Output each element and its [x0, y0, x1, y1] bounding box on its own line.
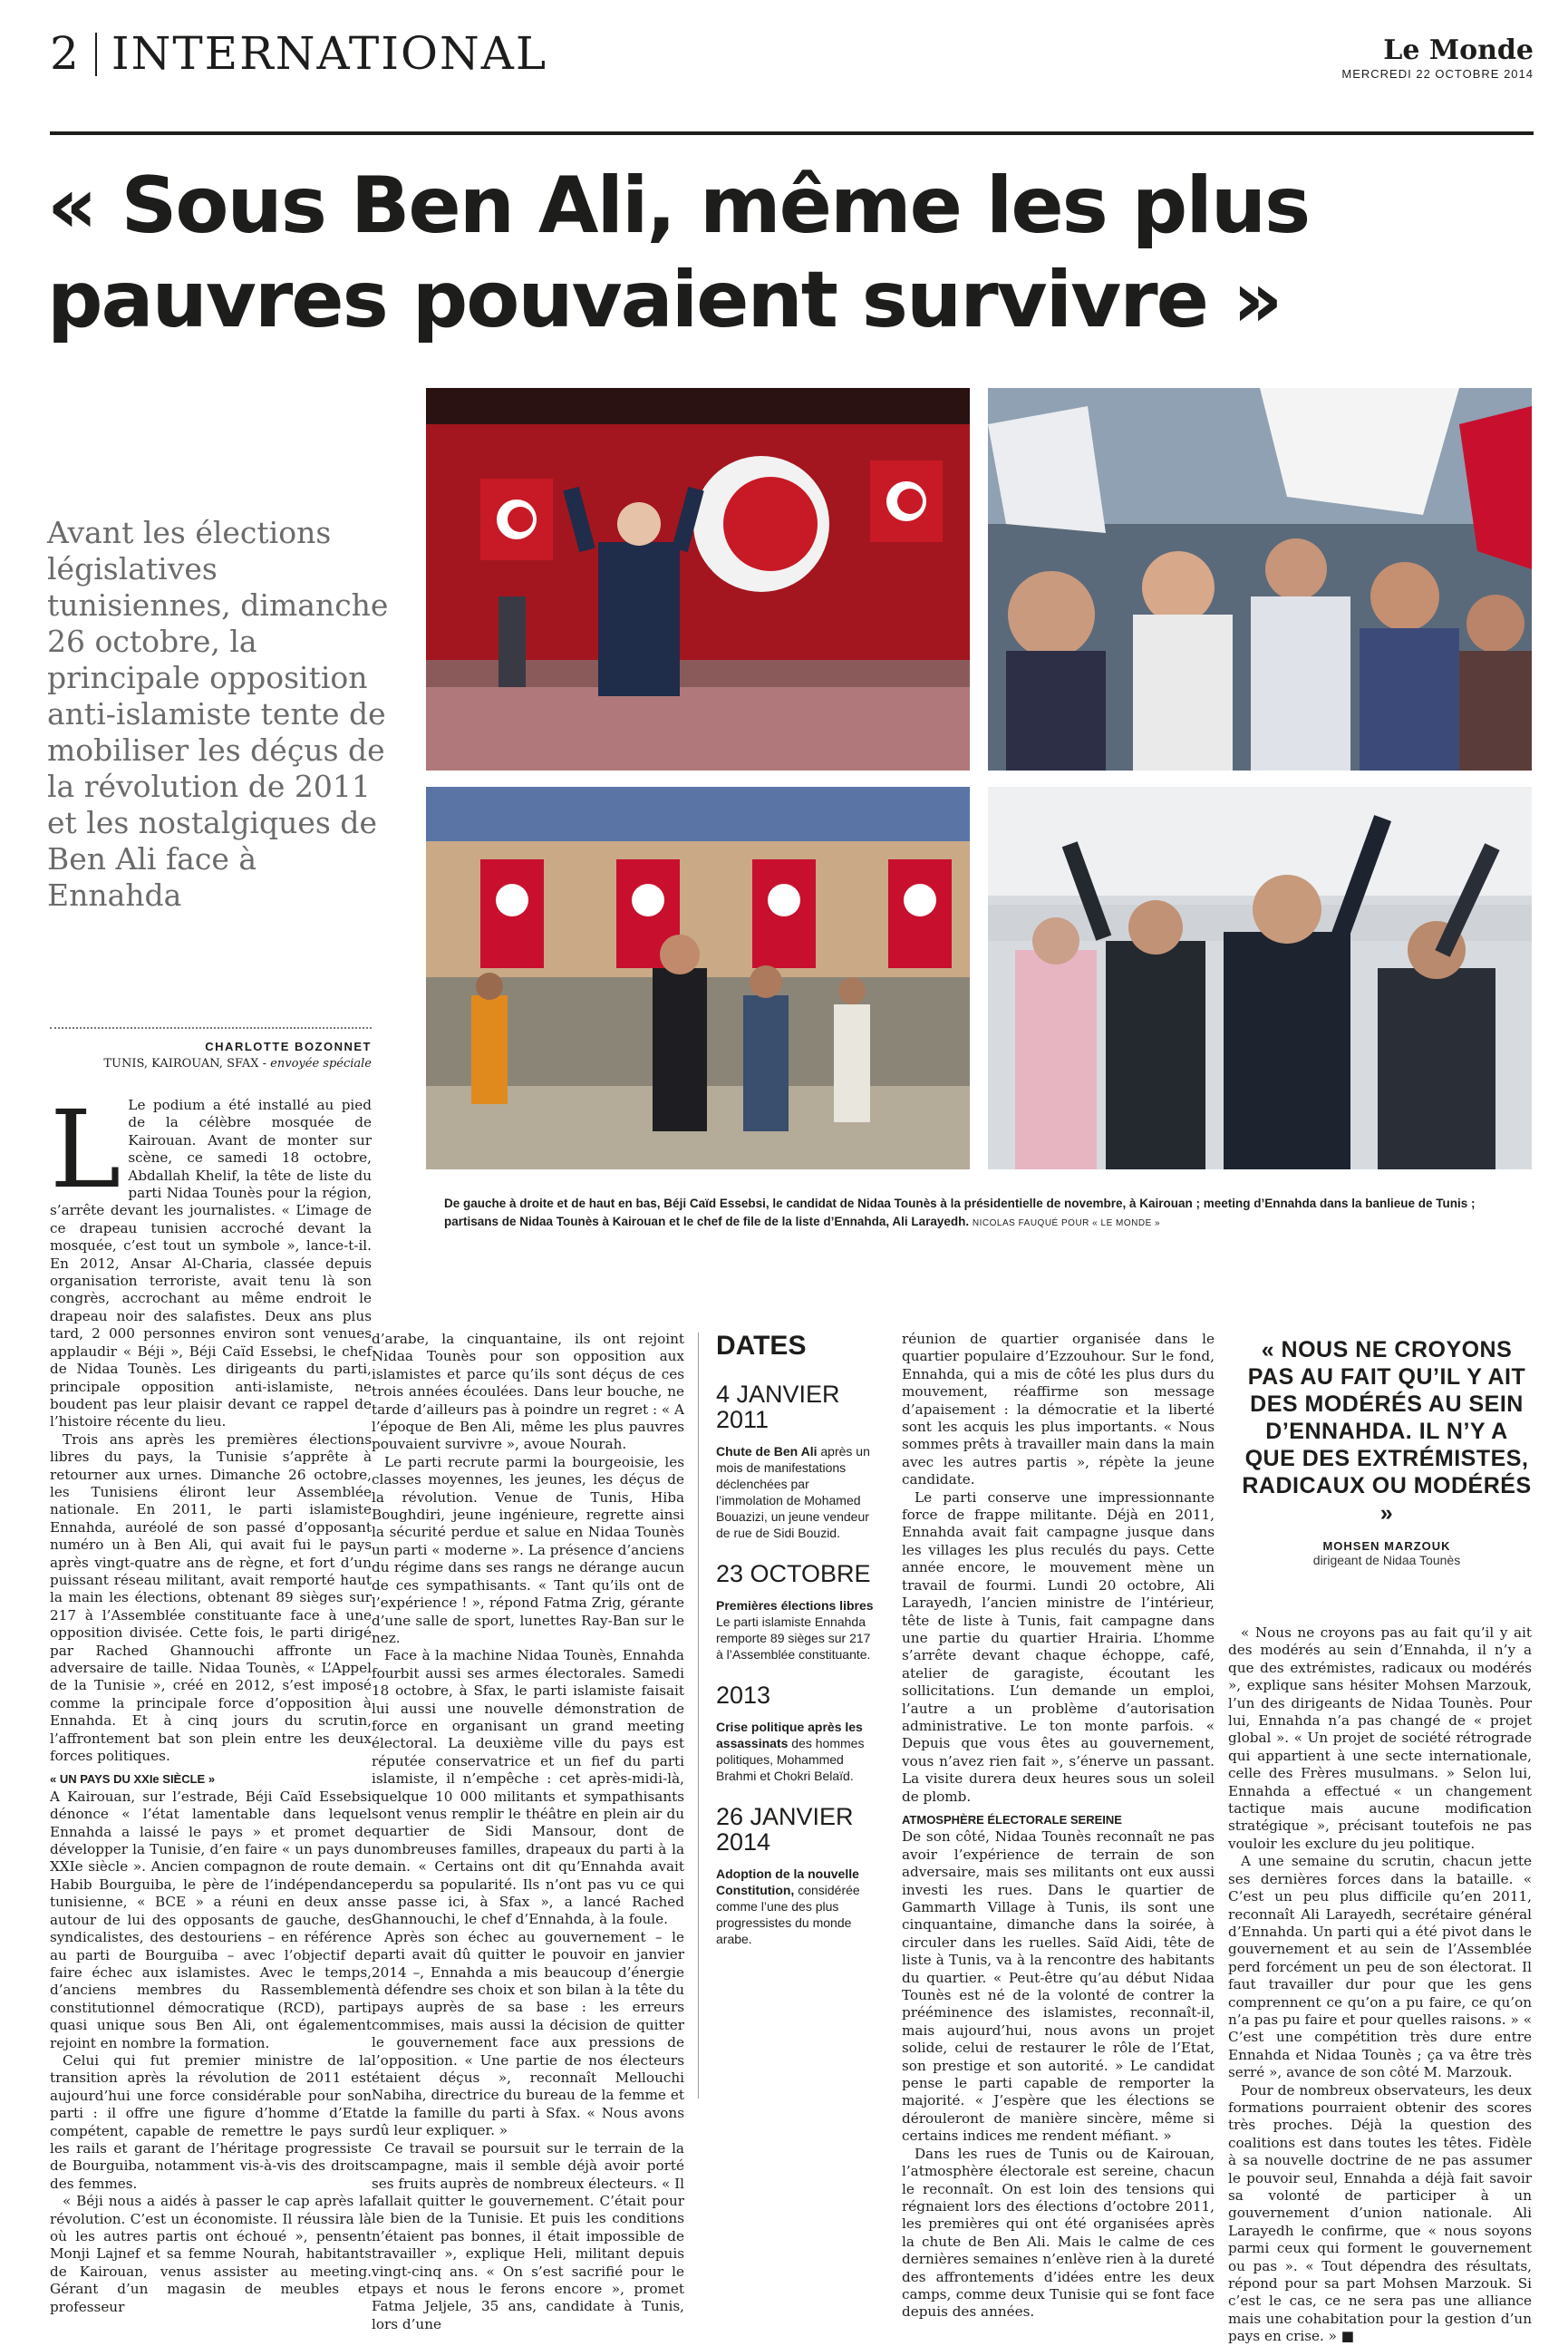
article-paragraph: Le parti recrute parmi la bourgeoisie, les classes moyennes, les jeunes, les déçus de la révolution. Venue de Tunis, Hiba Boughdiri, jeune ingénieure, regrette ainsi la sécurité perdue et salue en Nidaa Tounès un parti « moderne ». La présence d’anciens du régime dans ses rangs ne dérange aucun de ces sympathisants. « Tant qu’ils ont de l’expérience ! », répond Fatma Zrig, gérante d’une salle de sport, lunettes Ray-Ban sur le nez. [372, 1453, 684, 1646]
headline: « Sous Ben Ali, même les plus pauvres pouvaient survivre » [47, 160, 1310, 345]
folio-divider [95, 33, 97, 76]
article-paragraph: Face à la machine Nidaa Tounès, Ennahda fourbit aussi ses armes électorales. Samedi 18 octobre, à Sfax, le parti islamiste faisait lui aussi une nouvelle démonstration de force en organisant un grand meeting électoral. La deuxième ville du pays est réputée conservatrice et un fief du parti islamiste, il n’empêche : cet après-midi-là, quelque 10 000 militants et sympathisants sont venus remplir le théâtre en plein air du quartier de Sidi Mansour, dont de nombreuses familles, drapeaux du parti à la main. « Certains ont dit qu’Ennahda avait perdu sa popularité. Ils n’ont pas vu ce qui se passe ici, à Sfax », a lancé Rached Ghannouchi, le chef d’Ennahda, à la foule. [372, 1647, 684, 1928]
dates-entry-event: Crise politique après les assassinats [716, 1720, 863, 1750]
dates-box [716, 1331, 879, 1947]
photo-caption [444, 1195, 1532, 1233]
dates-entry-body [716, 1719, 879, 1784]
standfirst: Avant les élections législatives tunisiennes, dimanche 26 octobre, la principale opposition anti-islamiste tente de mobiliser les déçus de la révolution de 2011 et les nostalgiques de Ben Ali face à Ennahda [47, 515, 389, 913]
article-paragraph: Trois ans après les premières élections libres du pays, la Tunisie s’apprête à retourner aux urnes. Dimanche 26 octobre, les Tunisiens éliront leur Assemblée nationale. En 2011, le parti islamiste Ennahda, auréolé de son passé d’opposant numéro un à Ben Ali, qui avait fui le pays après vingt-quatre ans de règne, et fort d’un puissant réseau militant, avait remporté haut la main les élections, obtenant 89 sièges sur 217 à l’Assemblée constituante face à une opposition divisée. Cette fois, le parti dirigé par Rached Ghannouchi affronte un adversaire de taille. Nidaa Tounès, « L’Appel de la Tunisie », créé en 2012, s’est imposé comme la principale force d’opposition à Ennahda. Et à cinq jours du scrutin, l’affrontement bat son plein entre les deux forces politiques. [50, 1430, 372, 1765]
article-subhead: ATMOSPHÈRE ÉLECTORALE SEREINE [902, 1812, 1122, 1827]
byline-author: CHARLOTTE BOZONNET [205, 1040, 372, 1053]
article-paragraph: « Béji nous a aidés à passer le cap après la révolution. C’est un économiste. Il réussira là où les autres partis ont échoué », pensent Monji Lajnef et sa femme Nourah, habitants de Kairouan, venus assister au meeting. Gérant d’un magasin de meubles et professeur [50, 2193, 372, 2315]
article-subhead: « UN PAYS DU XXIe SIÈCLE » [50, 1772, 216, 1787]
paragraph-text: Le podium a été installé au pied de la célèbre mosquée de Kairouan. Avant de monter sur scène, ce samedi 18 octobre, Abdallah Khelif, la tête de liste du parti Nidaa Tounès pour la région, s’arrête devant les journalistes. « L’image de ce drapeau tunisien accroché devant la mosquée, c’est tout un symbole », lance-t-il. En 2012, Ansar Al-Charia, classée depuis organisation terroriste, avait tenu là son congrès, accrochant au même endroit le drapeau noir des salafistes. Deux ans plus tard, 2 000 personnes environ sont venues applaudir « Béji », Béji Caïd Essebsi, le chef de Nidaa Tounès. Les dirigeants du parti, principale opposition anti-islamiste, ne boudent pas leur plaisir devant ce rappel de l’histoire récente du lieu. [50, 1097, 372, 1430]
pull-quote-author: MOHSEN MARZOUK [1322, 1539, 1451, 1553]
page-folio [50, 27, 547, 80]
pull-quote-text: « NOUS NE CROYONS PAS AU FAIT QU’IL Y AIT DES MODÉRÉS AU SEIN D’ENNAHDA. IL N’Y A QUE DES EXTRÉMISTES, RADICAUX OU MODÉRÉS » [1242, 1337, 1532, 1526]
article-paragraph: Ce travail se poursuit sur le terrain de la campagne, mais il semble déjà avoir porté ses fruits auprès de nombreux électeurs. « Il fallait quitter le gouvernement. C’était pour le bien de la Tunisie. Et puis les conditions n’étaient pas bonnes, il était impossible de travailler », explique Heli, militant depuis vingt-cinq ans. « On s’est sacrifié pour le pays et nous le ferons encore », promet Fatma Jeljele, 35 ans, candidate à Tunis, lors d’une [372, 2139, 684, 2332]
article-column-4 [1228, 1624, 1532, 2346]
dates-entry-text: Le parti islamiste Ennahda remporte 89 sièges sur 217 à l’Assemblée constituante. [716, 1614, 871, 1662]
dates-entry-event: Premières élections libres [716, 1598, 874, 1613]
dates-entry-date: 23 OCTOBRE [716, 1560, 871, 1587]
dates-entry [716, 1561, 879, 1663]
byline-role: envoyée spéciale [270, 1057, 372, 1071]
article-paragraph: Après son échec au gouvernement – le parti avait dû quitter le pouvoir en janvier 2014 –, Ennahda a mis beaucoup d’énergie à défendre ses choix et son bilan à la tête du pays auprès de sa base : les erreurs commises, mais aussi la décision de quitter le gouvernement face aux pressions de l’opposition. « Une partie de nos électeurs étaient déçus », reconnaît Mellouchi Nabiha, directrice du bureau de la femme et de la famille du parti à Sfax. « Nous avons dû leur expliquer. » [372, 1928, 684, 2139]
photo-ali-larayedh [988, 787, 1532, 1169]
issue-date: MERCREDI 22 OCTOBRE 2014 [1341, 67, 1534, 81]
photo-ennahda-meeting [988, 388, 1532, 771]
dropcap: L [50, 1087, 121, 1212]
article-paragraph: « Nous ne croyons pas au fait qu’il y ait des modérés au sein d’Ennahda, il n’y a que des extrémistes, radicaux ou modérés », explique sans hésiter Mohsen Marzouk, l’un des dirigeants de Nidaa Tounès. Pour lui, Ennahda n’a pas changé de « projet global ». « Un projet de société rétrograde qui appartient à une secte internationale, celle des Frères musulmans. » Selon lui, Ennahda a effectué « un changement tactique mais aucune modification stratégique », précisant toutefois ne pas vouloir les exclure du jeu politique. [1228, 1624, 1532, 1852]
byline-place [50, 1057, 372, 1071]
dates-entry [716, 1804, 879, 1947]
dates-title: DATES [716, 1331, 807, 1361]
photo-nidaa-kairouan [426, 787, 970, 1169]
article-paragraph: Le parti conserve une impressionnante force de frappe militante. Déjà en 2011, Ennahda avait fait campagne jusque dans les villages les plus reculés du pays. Cette année encore, le mouvement mène un travail de fourmi. Lundi 20 octobre, Ali Larayedh, l’ancien ministre de l’intérieur, tête de liste à Tunis, fait campagne dans une partie du quartier Hrairia. L’homme s’arrête devant chaque échoppe, café, atelier de garagiste, écoutant les sollicitations. L’un demande un emploi, l’autre a un problème d’autorisation administrative. Le ton monte parfois. « Depuis que vous êtes au gouvernement, vous n’avez rien fait », s’énerve un passant. La visite durera deux heures sous un soleil de plomb. [902, 1488, 1215, 1805]
article-paragraph: Pour de nombreux observateurs, les deux formations pourraient obtenir des scores très proches. Déjà la question des coalitions est dans toutes les têtes. Fidèle à sa nouvelle doctrine de ne pas assumer le pouvoir seul, Ennahda a déjà fait savoir sa volonté de participer à un gouvernement d’union nationale. Ali Larayedh le confirme, que « nous soyons parmi ceux qui forment le gouvernement ou pas ». « Tout dépendra des résultats, répond pour sa part Mohsen Marzouk. Si c’est le cas, ce ne sera pas une alliance mais une cohabitation pour la gestion d’un pays en crise. » ■ [1228, 2081, 1532, 2345]
photo-essebsi-kairouan [426, 388, 970, 771]
article-paragraph: Dans les rues de Tunis ou de Kairouan, l’atmosphère électorale est sereine, chacun le reconnaît. On est loin des tensions qui régnaient lors des élections d’octobre 2011, les premières qui ont été organisées après la chute de Ben Ali. Mais le calme de ces dernières semaines n’enlève rien à la dureté des affrontements d’idées entre les deux camps, comme deux Tunisie qui se font face depuis des années. [902, 2145, 1215, 2321]
article-paragraph: d’arabe, la cinquantaine, ils ont rejoint Nidaa Tounès pour son opposition aux islamistes et parce qu’ils sont déçus de ces trois années écoulées. Dans leur bouche, ne tarde d’ailleurs pas à poindre un regret : « A l’époque de Ben Ali, même les plus pauvres pouvaient survivre », avoue Nourah. [372, 1331, 684, 1453]
dates-entry-text: considérée comme l’une des plus progressistes du monde arabe. [716, 1883, 860, 1946]
dates-entry-date: 26 JANVIER 2014 [716, 1803, 854, 1856]
dates-entry-body [716, 1866, 879, 1947]
page-number: 2 [50, 27, 81, 80]
pull-quote-role: dirigeant de Nidaa Tounès [1312, 1553, 1461, 1567]
dates-entry-event: Adoption de la nouvelle Constitution, [716, 1866, 859, 1897]
dates-entry-body [716, 1443, 879, 1541]
section-title: INTERNATIONAL [111, 27, 548, 80]
dates-entry-body [716, 1597, 879, 1663]
dates-entry-date: 2013 [716, 1682, 771, 1709]
dates-entry [716, 1381, 879, 1541]
byline-place-text: TUNIS, KAIROUAN, SFAX - [103, 1057, 267, 1071]
newspaper-logo: Le Monde [1383, 34, 1534, 66]
caption-text: De gauche à droite et de haut en bas, Béji Caïd Essebsi, le candidat de Nidaa Tounès à la présidentielle de novembre, à Kairouan ; meeting d’Ennahda dans la banlieue de Tunis ; partisans de Nidaa Tounès à Kairouan et le chef de file de la liste d’Ennahda, Ali Larayedh. [444, 1197, 1476, 1228]
article-paragraph: réunion de quartier organisée dans le quartier populaire d’Ezzouhour. Sur le fond, Ennahda, qui a mis de côté les plus durs du mouvement, réaffirme son message d’apaisement : la démocratie et la liberté sont les acquis les plus importants. « Nous sommes prêts à travailler main dans la main avec les autres partis », répète la jeune candidate. [902, 1331, 1215, 1488]
dates-entry-event: Chute de Ben Ali [716, 1444, 818, 1459]
pull-quote [1242, 1336, 1532, 1567]
dates-entry-date: 4 JANVIER 2011 [716, 1381, 840, 1433]
dates-entry-text: après un mois de manifestations déclenchées par l’immolation de Mohamed Bouazizi, un jeune vendeur de rue de Sidi Bouzid. [716, 1444, 870, 1540]
article-paragraph: Celui qui fut premier ministre de la transition après la révolution de 2011 est aujourd’hui une force considérable pour son parti : il offre une figure d’homme d’Etat compétent, capable de remettre le pays sur les rails et garant de l’héritage progressiste de Bourguiba, notamment vis-à-vis des droits des femmes. [50, 2051, 372, 2192]
article-paragraph: De son côté, Nidaa Tounès reconnaît ne pas avoir l’expérience de terrain de son adversaire, mais ses militants ont eux aussi investi les rues. Dans le quartier de Gammarth Village à Tunis, ils sont une cinquantaine, dimanche dans la soirée, à circuler dans les ruelles. Saïd Aidi, tête de liste à Tunis, va à la rencontre des habitants du quartier. « Peut-être qu’au début Nidaa Tounès est né de la volonté de contrer la prééminence des islamistes, reconnaît-il, mais aujourd’hui, nous avons un projet solide, celui de restaurer le rôle de l’Etat, son prestige et son autorité. » Le candidat pense le parti capable de remporter la majorité. « J’espère que les élections se dérouleront de manière sincère, même si certains indices me rendent méfiant. » [902, 1828, 1215, 2145]
article-paragraph: A une semaine du scrutin, chacun jette ses dernières forces dans la bataille. « C’est un peu plus difficile qu’en 2011, reconnaît Ali Larayedh, secrétaire général d’Ennahda. Un parti qui a été pivot dans le gouvernement et au sein de l’Assemblée perd forcément un peu de son électorat. Il faut travailler dur pour que les gens comprennent ce qu’on a pu faire, ce qu’on n’a pas pu faire et pour quelles raisons. » « C’est une compétition très dure entre Ennahda et Nidaa Tounès ; ça va être très serré », avance de son côté M. Marzouk. [1228, 1853, 1532, 2081]
article-paragraph: A Kairouan, sur l’estrade, Béji Caïd Essebsi dénonce « l’état lamentable dans lequel Ennahda a laissé le pays » et promet de développer la Tunisie, d’en faire « un pays du XXIe siècle ». Ancien compagnon de route de Habib Bourguiba, le père de l’indépendance tunisienne, « BCE » a réuni en deux ans autour de lui des opposants de gauche, des syndicalistes, des destouriens – en référence au parti de Bourguiba – avec l’objectif de faire échec aux islamistes. Avec le temps, d’anciens membres du Rassemblement constitutionnel démocratique (RCD), parti quasi unique sous Ben Ali, ont également rejoint en nombre la formation. [50, 1788, 372, 2051]
header-rule [50, 131, 1534, 135]
photo-credit: NICOLAS FAUQUÉ POUR « LE MONDE » [972, 1218, 1161, 1228]
article-column-1 [50, 1087, 372, 2316]
dates-entry [716, 1682, 879, 1784]
byline-rule [50, 1027, 372, 1029]
dates-rule [698, 1333, 699, 2099]
article-column-2 [372, 1331, 684, 2333]
article-column-3 [902, 1331, 1215, 2322]
article-paragraph [50, 1087, 372, 1431]
dates-entry-text: des hommes politiques, Mohammed Brahmi et Chokri Belaïd. [716, 1736, 865, 1783]
